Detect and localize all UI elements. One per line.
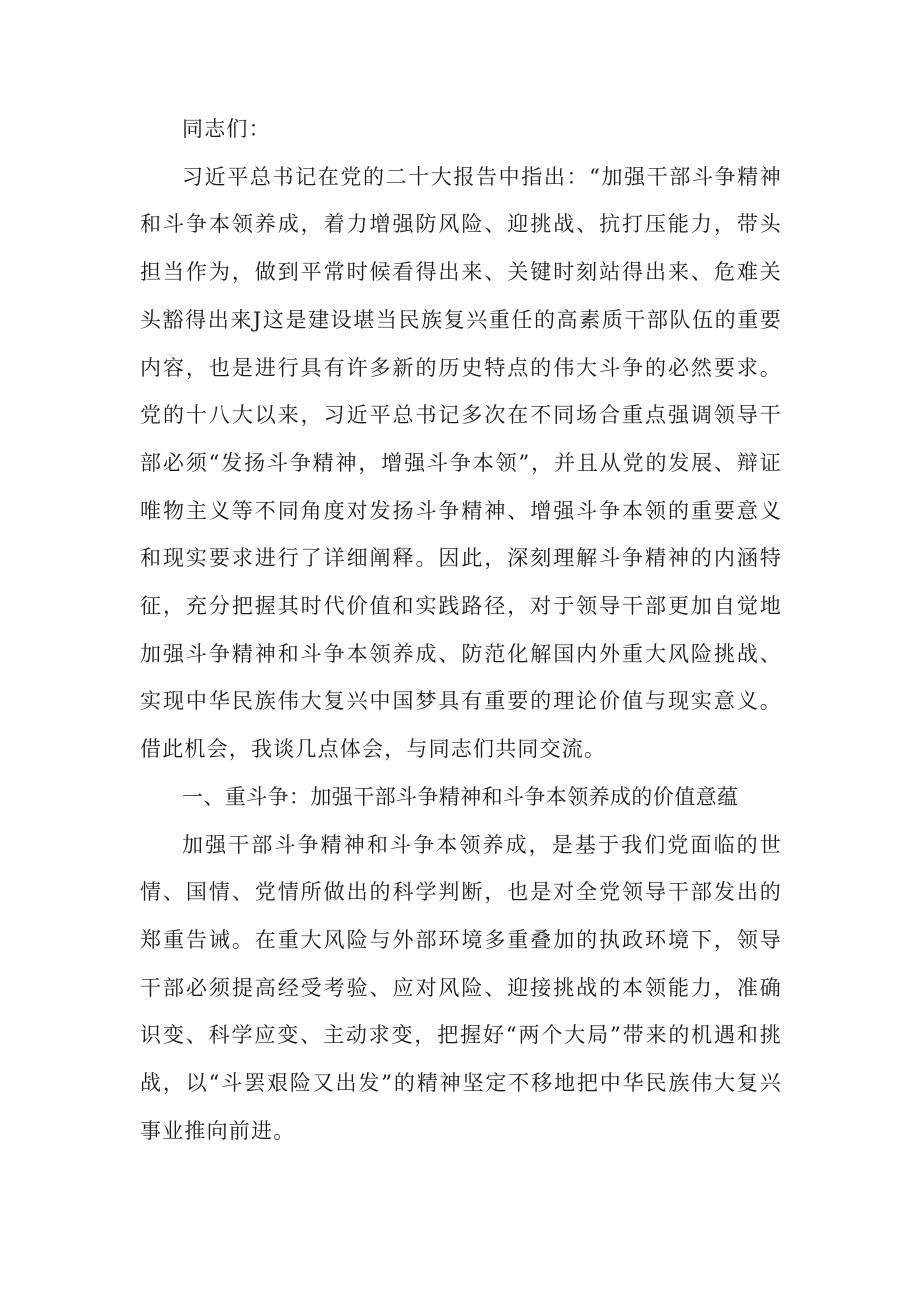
intro-paragraph: 习近平总书记在党的二十大报告中指出：“加强干部斗争精神和斗争本领养成，着力增强防风险、迎挑战、抗打压能力，带头担当作为，做到平常时候看得出来、关键时刻站得出来、危难关头豁得出来J这是建设堪当民族复兴重任的高素质干部队伍的重要内容，也是进行具有许多新的历史特点的伟大斗争的必然要求。党的十八大以来，习近平总书记多次在不同场合重点强调领导干部必须“发扬斗争精神，增强斗争本领”，并且从党的发展、辩证唯物主义等不同角度对发扬斗争精神、增强斗争本领的重要意义和现实要求进行了详细阐释。因此，深刻理解斗争精神的内涵特征，充分把握其时代价值和实践路径，对于领导干部更加自觉地加强斗争精神和斗争本领养成、防范化解国内外重大风险挑战、实现中华民族伟大复兴中国梦具有重要的理论价值与现实意义。借此机会，我谈几点体会，与同志们共同交流。 <box>140 164 782 762</box>
salutation: 同志们： <box>182 117 271 141</box>
document-body <box>140 106 782 1155</box>
section-heading: 一、重斗争：加强干部斗争精神和斗争本领养成的价值意蕴 <box>182 784 739 809</box>
section-paragraph: 加强干部斗争精神和斗争本领养成，是基于我们党面临的世情、国情、党情所做出的科学判断，也是对全党领导干部发出的郑重告诫。在重大风险与外部环境多重叠加的执政环境下，领导干部必须提高经受考验、应对风险、迎接挑战的本领能力，准确识变、科学应变、主动求变，把握好“两个大局”带来的机遇和挑战，以“斗罢艰险又出发”的精神坚定不移地把中华民族伟大复兴事业推向前进。 <box>140 832 782 1143</box>
